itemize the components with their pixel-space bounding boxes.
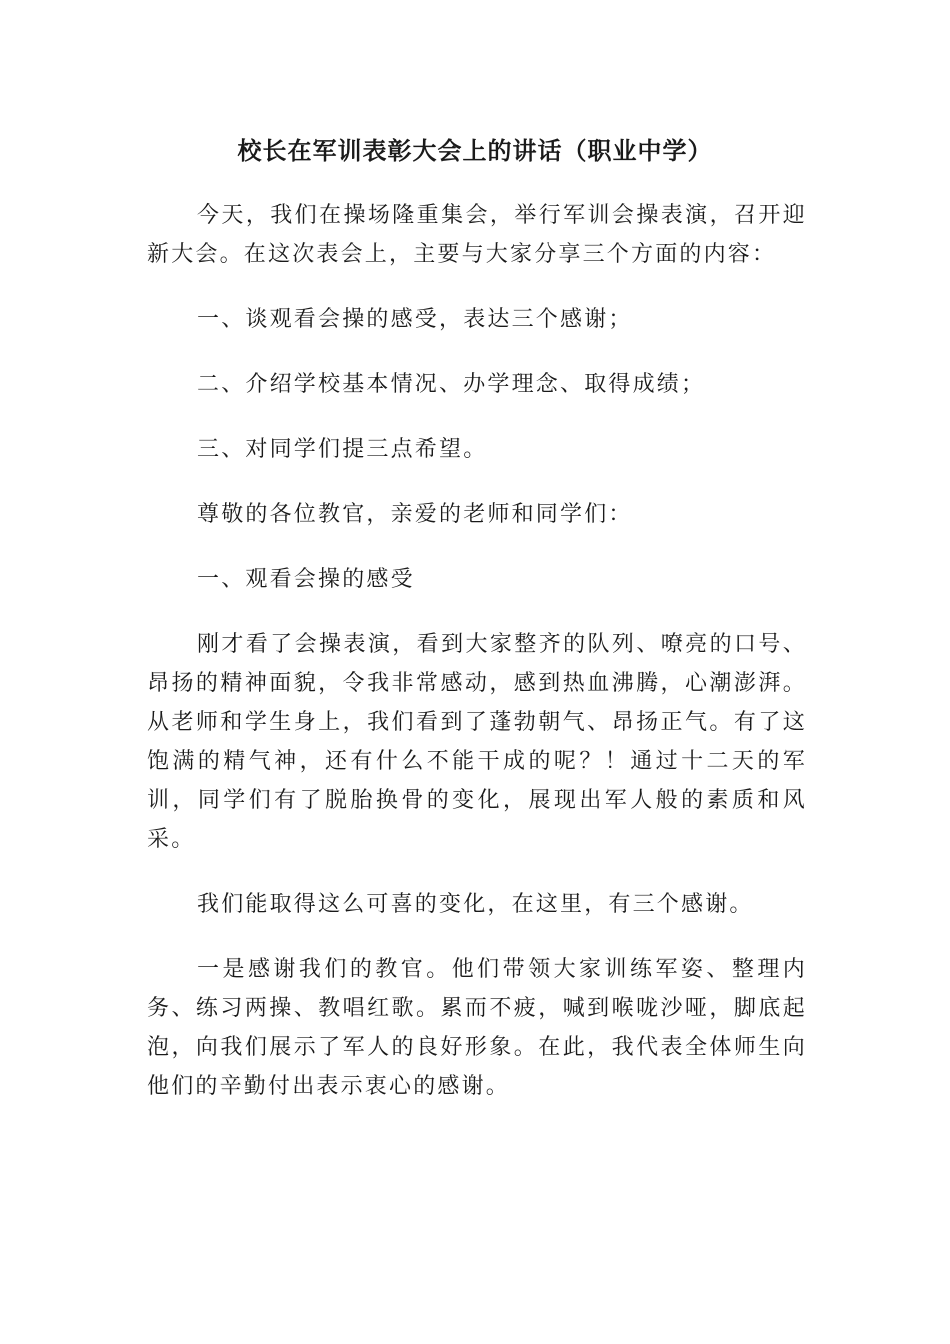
paragraph-thanks-intro: 我们能取得这么可喜的变化，在这里，有三个感谢。 [197,892,754,917]
paragraph-salutation: 尊敬的各位教官，亲爱的老师和同学们： [197,502,633,527]
paragraph-outline-3: 三、对同学们提三点希望。 [197,437,488,462]
paragraph-outline-2: 二、介绍学校基本情况、办学理念、取得成绩； [197,372,706,397]
paragraph-outline-1: 一、谈观看会操的感受，表达三个感谢； [197,307,633,332]
section-heading-1: 一、观看会操的感受 [197,567,415,592]
paragraph-impressions: 刚才看了会操表演，看到大家整齐的队列、嘹亮的口号、昂扬的精神面貌，令我非常感动，感到热血沸腾，心潮澎湃。从老师和学生身上，我们看到了蓬勃朝气、昂扬正气。有了这饱满的精气神，还有什么不能干成的呢？！通过十二天的军训，同学们有了脱胎换骨的变化，展现出军人般的素质和风采。 [147,632,807,852]
document-body [147,196,807,1132]
document-title: 校长在军训表彰大会上的讲话（职业中学） [237,136,713,165]
paragraph-thanks-instructors: 一是感谢我们的教官。他们带领大家训练军姿、整理内务、练习两操、教唱红歌。累而不疲，喊到喉咙沙哑，脚底起泡，向我们展示了军人的良好形象。在此，我代表全体师生向他们的辛勤付出表示衷心的感谢。 [147,957,807,1099]
paragraph-intro: 今天，我们在操场隆重集会，举行军训会操表演，召开迎新大会。在这次表会上，主要与大家分享三个方面的内容： [147,203,807,267]
